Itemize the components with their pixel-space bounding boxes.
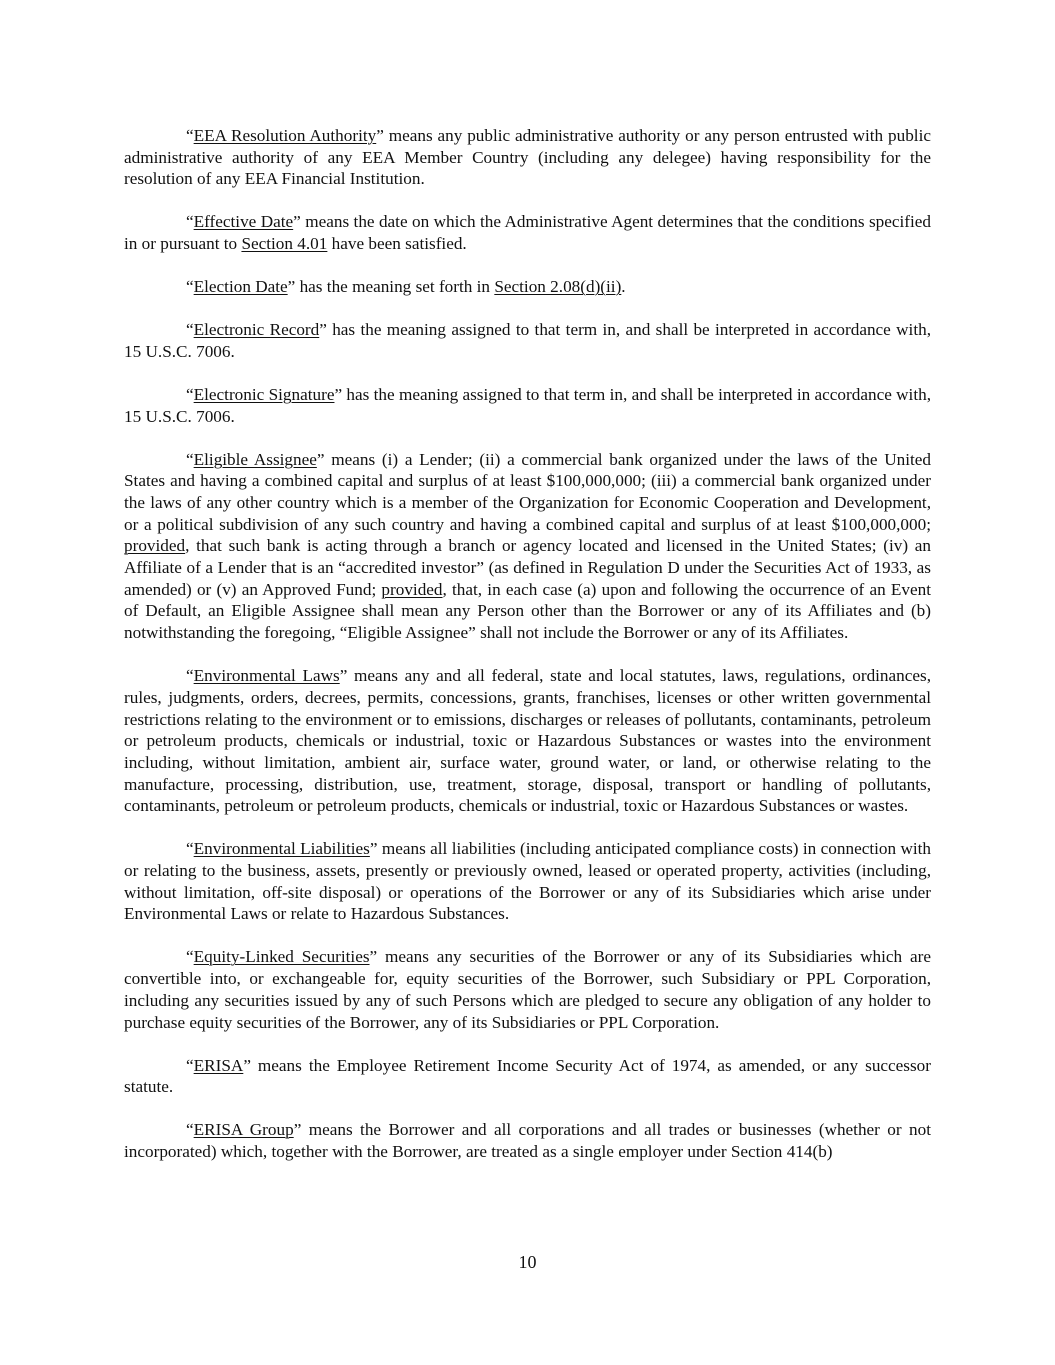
defined-term: ERISA Group	[193, 1120, 294, 1140]
text: “	[186, 666, 194, 686]
definition-text: ” means all liabilities (including anticipated compliance costs) in connection with or relating to the business, assets, presently or previously owned, leased or operated property, activities (including, without limitation, off-site disposal) or operations of the Borrower or any of its Subsidiaries which arise under Environmental Laws or relate to Hazardous Substances.	[124, 839, 931, 924]
definition-text: ” means (i) a Lender; (ii) a commercial bank organized under the laws of the United States and having a combined capital and surplus of at least $100,000,000; (iii) a commercial bank organized under the laws of any other country which is a member of the Organization for Economic Cooperation and Development, or a political subdivision of any such country and having a combined capital and surplus of at least $100,000,000;	[124, 449, 931, 534]
definition-text: .	[621, 277, 626, 297]
proviso-term: provided	[381, 579, 443, 599]
definition-text: ” means the Employee Retirement Income Security Act of 1974, as amended, or any successor statute.	[124, 1055, 931, 1097]
text: “	[186, 449, 194, 469]
definition-text: ” means the Borrower and all corporations and all trades or businesses (whether or not incorporated) which, together with the Borrower, are treated as a single employer under Section 414(b)	[124, 1120, 931, 1161]
defined-term: EEA Resolution Authority	[193, 126, 377, 145]
definition-text: ” means any securities of the Borrower or any of its Subsidiaries which are convertible into, or exchangeable for, equity securities of the Borrower, such Subsidiary or PPL Corporation, including any securities issued by any of such Persons which are pledged to secure any obligation of any holder to purchase equity securities of the Borrower, any of its Subsidiaries or PPL Corporation.	[124, 947, 931, 1032]
definition-text: ” has the meaning assigned to that term in, and shall be interpreted in accordance with, 15 U.S.C. 7006.	[124, 320, 931, 361]
definition-text: ” has the meaning set forth in	[287, 277, 495, 297]
text: “	[186, 277, 194, 297]
document-page	[124, 125, 931, 1184]
text: “	[186, 839, 194, 859]
definition-electronic-record	[124, 319, 931, 362]
definition-text: ” has the meaning assigned to that term in, and shall be interpreted in accordance with, 15 U.S.C. 7006.	[124, 384, 932, 426]
definition-text: have been satisfied.	[327, 234, 467, 254]
text: “	[186, 947, 194, 967]
definition-equity-linked-securities	[124, 946, 931, 1033]
text: “	[186, 1055, 194, 1075]
definition-election-date	[124, 276, 931, 298]
definition-electronic-signature	[124, 384, 931, 427]
definition-environmental-liabilities	[124, 838, 931, 925]
definition-text: ” means any public administrative authority or any person entrusted with public administrative authority of any EEA Member Country (including any delegee) having responsibility for the resolution of any EEA Financial Institution.	[124, 126, 931, 189]
definition-text: ” means the date on which the Administrative Agent determines that the conditions specified in or pursuant to	[124, 212, 931, 254]
definition-eligible-assignee	[124, 449, 931, 644]
defined-term: Effective Date	[193, 212, 294, 232]
defined-term: ERISA	[193, 1055, 244, 1075]
page-number: 10	[518, 1252, 537, 1272]
definition-erisa	[124, 1055, 931, 1098]
defined-term: Electronic Record	[193, 320, 320, 340]
defined-term: Environmental Liabilities	[193, 839, 370, 859]
text: “	[186, 1120, 194, 1140]
definition-erisa-group	[124, 1119, 931, 1162]
defined-term: Environmental Laws	[193, 666, 340, 686]
section-reference: Section 4.01	[241, 234, 328, 254]
section-reference: Section 2.08(d)(ii)	[494, 277, 622, 297]
text: “	[186, 212, 194, 232]
definition-environmental-laws	[124, 665, 931, 817]
proviso-term: provided	[124, 536, 186, 556]
defined-term: Election Date	[193, 277, 288, 297]
definition-text: , that such bank is acting through a branch or agency located and licensed in the United States; (iv) an Affiliate of a Lender that is an “accredited investor” (as defined in Regulation D under the Securities Act of 1933, as amended) or (v) an Approved Fund;	[124, 536, 931, 599]
text: “	[186, 320, 194, 340]
text: “	[186, 126, 194, 145]
definition-text: , that, in each case (a) upon and following the occurrence of an Event of Default, an Eligible Assignee shall mean any Person other than the Borrower or any of its Affiliates and (b) notwithstanding the foregoing, “Eligible Assignee” shall not include the Borrower or any of its Affiliates.	[124, 579, 931, 643]
defined-term: Equity-Linked Securities	[193, 947, 370, 967]
defined-term: Electronic Signature	[193, 384, 335, 404]
definition-eea-resolution-authority	[124, 125, 931, 190]
definition-text: ” means any and all federal, state and local statutes, laws, regulations, ordinances, rules, judgments, orders, decrees, permits, concessions, grants, franchises, licenses or other written governmental restrictions relating to the environment or to emissions, discharges or releases of pollutants, contaminants, petroleum or petroleum products, chemicals or industrial, toxic or Hazardous Substances or wastes into the environment including, without limitation, ambient air, surface water, ground water, or land, or otherwise relating to the manufacture, processing, distribution, use, treatment, storage, disposal, transport or handling of pollutants, contaminants, petroleum or petroleum products, chemicals or industrial, toxic or Hazardous Substances or wastes.	[124, 666, 931, 816]
text: “	[186, 384, 194, 404]
defined-term: Eligible Assignee	[193, 449, 317, 469]
definition-effective-date	[124, 211, 931, 254]
